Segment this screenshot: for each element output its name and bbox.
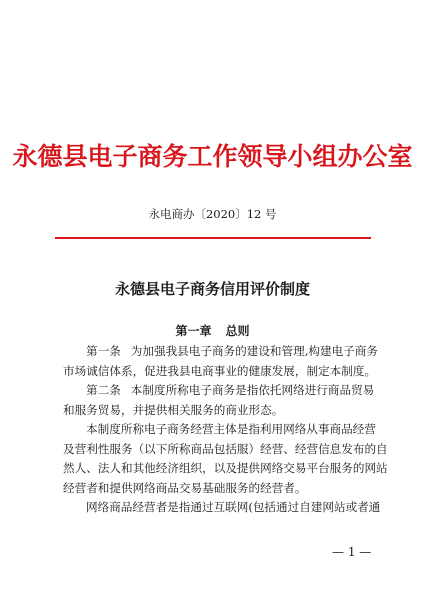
article-text: 为加强我县电子商务的建设和管理,构建电子商务 <box>130 344 378 358</box>
paragraph-line: 经营者和提供网络商品交易基础服务的经营者。 <box>63 480 307 495</box>
issuing-office-header: 永德县电子商务工作领导小组办公室 <box>12 142 413 171</box>
article-label: 第二条 <box>86 383 121 397</box>
article-text: 本制度所称电子商务是指依托网络进行商品贸易 <box>130 383 375 397</box>
article-label: 第一条 <box>86 344 121 358</box>
document-title: 永德县电子商务信用评价制度 <box>114 280 310 298</box>
chapter-title: 总则 <box>225 324 250 338</box>
article-line: 和服务贸易，并提供相关服务的商业形态。 <box>63 402 284 417</box>
paragraph-line: 及营利性服务（以下所称商品包括服）经营、经营信息发布的自 <box>63 441 388 456</box>
chapter-number: 第一章 <box>175 324 212 338</box>
article-line: 市场诚信体系，促进我县电商事业的健康发展，制定本制度。 <box>63 363 377 378</box>
page-number: — 1 — <box>332 545 372 559</box>
paragraph-line: 然人、法人和其他经济组织，以及提供网络交易平台服务的网站 <box>63 461 388 475</box>
article-line <box>63 381 375 401</box>
document-number: 永电商办〔2020〕12 号 <box>148 207 277 221</box>
article-line <box>63 342 378 362</box>
document-body <box>63 342 388 518</box>
header-divider <box>55 237 371 239</box>
paragraph-line: 网络商品经营者是指通过互联网(包括通过自建网站或者通 <box>86 500 381 514</box>
chapter-heading <box>0 322 425 339</box>
paragraph-line: 本制度所称电子商务经营主体是指利用网络从事商品经营 <box>86 422 376 436</box>
